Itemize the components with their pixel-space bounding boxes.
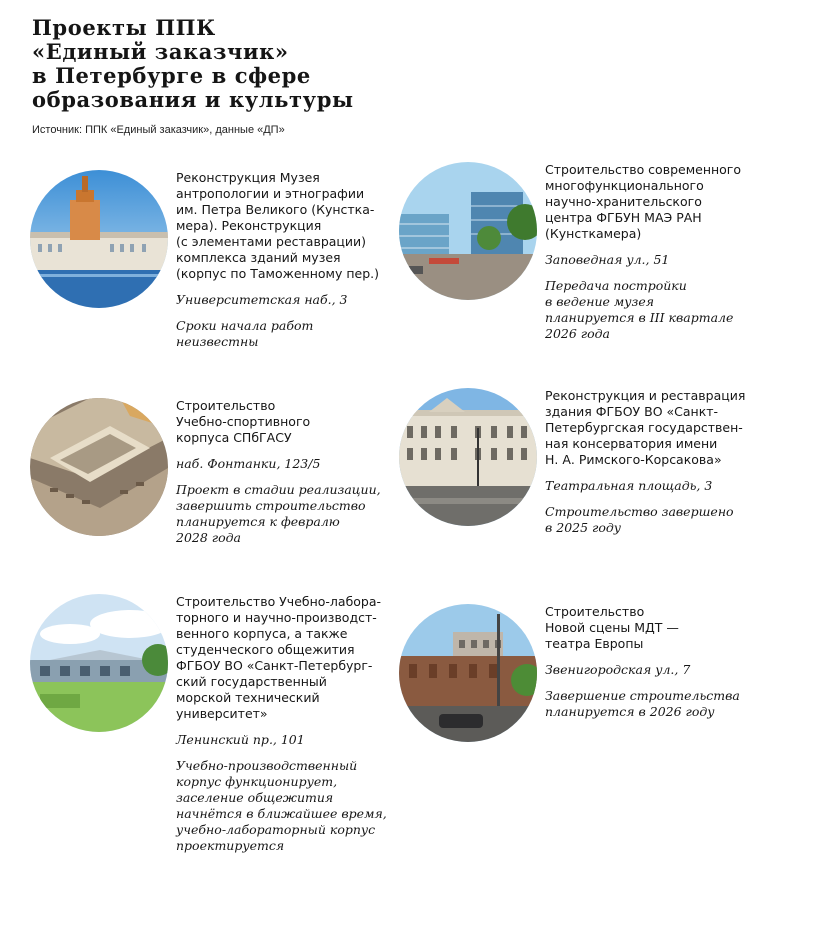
project-status: Проект в стадии реализации, завершить строительство планируется к февралю 2028 года: [176, 482, 381, 545]
title-line: Проекты ППК: [32, 15, 216, 40]
kunstkamera-photo: [30, 170, 168, 308]
project-description: Строительство Новой сцены МДТ — театра Европы: [545, 604, 679, 651]
project-description: Строительство Учебно-спортивного корпуса СПбГАСУ: [176, 398, 311, 445]
project-status: Строительство завершено в 2025 году: [545, 504, 734, 535]
project-address: Университетская наб., 3: [176, 292, 348, 307]
project-description: Реконструкция Музея антропологии и этнографии им. Петра Великого (Кунстка- мера). Реконструкция (с элементами реставрации) комплекса зданий музея (корпус по Таможенному пер.): [176, 170, 379, 281]
project-address: Звенигородская ул., 7: [545, 662, 691, 677]
project-status: Передача постройки в ведение музея планируется в III квартале 2026 года: [545, 278, 734, 341]
project-description: Строительство современного многофункционального научно-хранительского центра ФГБУН МАЭ РАН (Кунсткамера): [545, 162, 742, 241]
smtu-campus-photo: [30, 594, 168, 732]
project-status: Учебно-производственный корпус функционирует, заселение общежития начнётся в ближайшее время, учебно-лабораторный корпус проектируется: [176, 758, 387, 853]
source-note: Источник: ППК «Единый заказчик», данные «ДП»: [32, 124, 285, 136]
page-title: [32, 16, 452, 112]
project-status: Завершение строительства планируется в 2026 году: [545, 688, 740, 719]
title-line: образования и культуры: [32, 87, 354, 112]
project-address: Заповедная ул., 51: [545, 252, 670, 267]
title-line: «Единый заказчик»: [32, 39, 289, 64]
project-address: Театральная площадь, 3: [545, 478, 713, 493]
project-description: Строительство Учебно-лабора- торного и научно-производст- венного корпуса, а также студенческого общежития ФГБОУ ВО «Санкт-Петербург- ский государственный морской технический университет»: [176, 594, 382, 721]
project-status: Сроки начала работ неизвестны: [176, 318, 314, 349]
mdt-theatre-photo: [399, 604, 537, 742]
spbgasu-photo: [30, 398, 168, 536]
project-address: наб. Фонтанки, 123/5: [176, 456, 321, 471]
title-line: в Петербурге в сфере: [32, 63, 311, 88]
conservatory-photo: [399, 388, 537, 526]
mae-center-photo: [399, 162, 537, 300]
project-address: Ленинский пр., 101: [176, 732, 305, 747]
project-description: Реконструкция и реставрация здания ФГБОУ ВО «Санкт- Петербургская государствен- ная консерватория имени Н. А. Римского-Корсакова»: [545, 388, 746, 467]
